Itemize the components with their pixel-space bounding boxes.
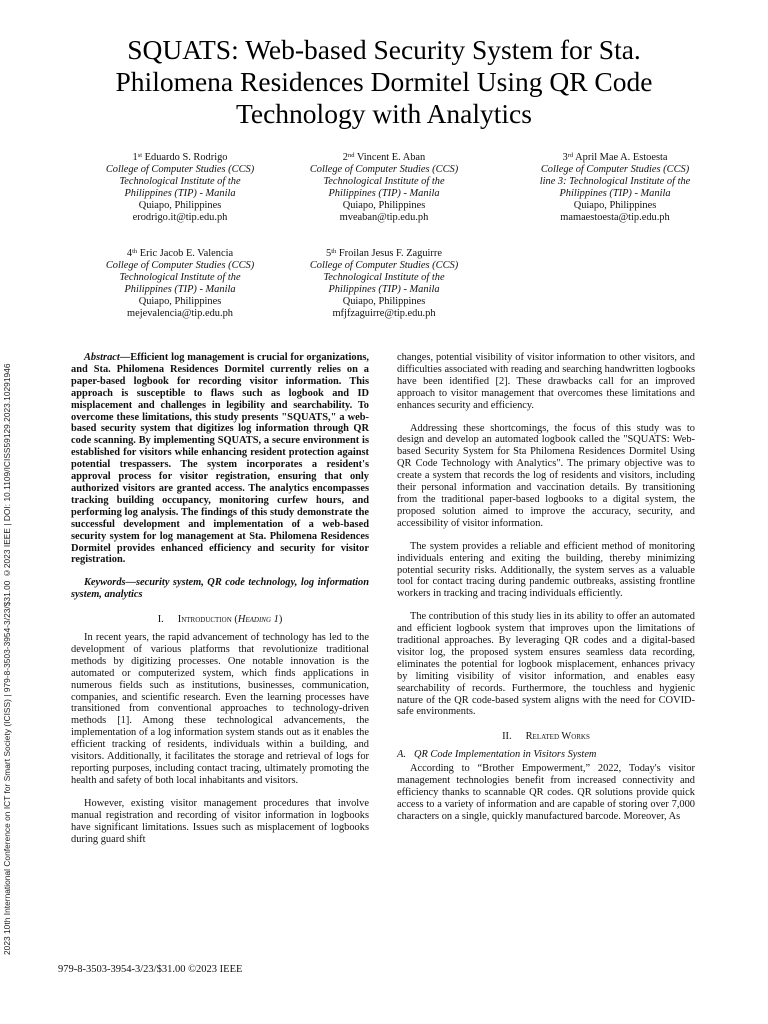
- author-location: Quiapo, Philippines: [342, 200, 426, 211]
- author-affiliation: College of Computer Studies (CCS): [309, 164, 459, 175]
- author-affiliation: College of Computer Studies (CCS): [105, 260, 255, 271]
- subsection-heading: A. QR Code Implementation in Visitors System: [397, 749, 597, 761]
- author-block: [497, 152, 733, 224]
- body-paragraph: The system provides a reliable and efficient method of monitoring individuals entering and exiting the building, thereby minimizing potential security risks. Additionally, the system serves as a valuable tool for contact tracing during pandemic outbreaks, assisting frontline workers in tracking and tracing individuals efficiently.: [397, 540, 695, 600]
- author-affiliation: line 3: Technological Institute of the: [539, 176, 691, 187]
- author-name-line: 2nd Vincent E. Aban: [342, 152, 426, 163]
- author-name: April Mae A. Estoesta: [575, 152, 668, 163]
- right-column: [397, 352, 695, 823]
- author-name-line: 4th Eric Jacob E. Valencia: [126, 248, 234, 259]
- author-affiliation: Technological Institute of the: [119, 176, 241, 187]
- author-location: Quiapo, Philippines: [138, 200, 222, 211]
- author-affiliation: Philippines (TIP) - Manila: [559, 188, 671, 199]
- author-affiliation: Technological Institute of the: [323, 272, 445, 283]
- body-paragraph-continuation: changes, potential visibility of visitor information to other visitors, and difficulties associated with reading and searching handwritten logbooks have been identified [2]. These drawbacks call for an improved approach to visitor management that overcomes these limitations and enhances security and efficiency.: [397, 352, 695, 411]
- author-block: [62, 248, 298, 320]
- section-heading-related-works: II. Related Works: [502, 731, 590, 743]
- body-paragraph: According to “Brother Empowerment,” 2022, Today's visitor management technologies benefit from increased connectivity and efficiency thanks to scannable QR codes. QR solutions provide quick access to a variety of information and are capable of storing over 7,000 characters on a single, quickly manufactured barcode. Moreover, As: [397, 763, 695, 822]
- author-name: Eric Jacob E. Valencia: [139, 248, 234, 259]
- body-paragraph: In recent years, the rapid advancement of technology has led to the development of various platforms that revolutionize traditional methods by digitizing processes. One notable innovation is the automated or computerized system, which finds applications in numerous fields such as institutions, businesses, communication, companies, and scientific research. Even the learning processes have transitioned from conventional approaches to technology-driven methods [1]. Among these technological advancements, the implementation of a log information system stands out as it enables the efficient tracking of residents, individuals within a building, and visitors. Additionally, it facilitates the storage and retrieval of logs for reporting purposes, including contact tracing, ultimately promoting the health and safety of both local inhabitants and visitors.: [71, 632, 369, 786]
- abstract-label: Abstract: [84, 352, 120, 363]
- body-paragraph: Addressing these shortcomings, the focus of this study was to design and develop an automated logbook called the "SQUATS: Web-based Security System for Sta Philomena Residences Dormitel Using QR Code Technology with Analytics". The primary objective was to create a system that records the log of residents and visitors, including their personal information and vaccination details. By transitioning from the traditional paper-based logbooks to a digital system, the proposed solution aimed to improve the accuracy, security, and accessibility of visitor information.: [397, 422, 695, 529]
- author-location: Quiapo, Philippines: [573, 200, 657, 211]
- author-affiliation: Technological Institute of the: [323, 176, 445, 187]
- body-paragraph: The contribution of this study lies in its ability to offer an automated and efficient logbook system that improves upon the limitations of traditional approaches. By leveraging QR codes and a digital-based visitor log, the proposed system ensures seamless data recording, eliminates the potential for logbook misplacement, enhances privacy by limiting visibility of visitor information, and enables easy searchability of records. Furthermore, the touchless and hygienic nature of the QR code-based system aligns with the need for COVID-safe environments.: [397, 611, 695, 718]
- author-affiliation: Philippines (TIP) - Manila: [124, 284, 236, 295]
- author-email: mejevalencia@tip.edu.ph: [127, 308, 233, 319]
- author-name: Froilan Jesus F. Zaguirre: [338, 248, 442, 259]
- author-affiliation: Philippines (TIP) - Manila: [328, 284, 440, 295]
- author-location: Quiapo, Philippines: [342, 296, 426, 307]
- author-affiliation: College of Computer Studies (CCS): [309, 260, 459, 271]
- author-affiliation: College of Computer Studies (CCS): [540, 164, 690, 175]
- keywords-paragraph: Keywords—security system, QR code technology, log information system, analytics: [71, 577, 369, 601]
- author-block: [62, 152, 298, 224]
- author-name-line: 5th Froilan Jesus F. Zaguirre: [326, 248, 442, 259]
- left-column: [71, 352, 369, 845]
- author-name-line: 1st Eduardo S. Rodrigo: [132, 152, 228, 163]
- author-email: mveaban@tip.edu.ph: [339, 212, 429, 223]
- paper-title: SQUATS: Web-based Security System for Sta. Philomena Residences Dormitel Using QR Code Technology with Analytics: [115, 34, 653, 129]
- author-email: erodrigo.it@tip.edu.ph: [132, 212, 228, 223]
- author-affiliation: College of Computer Studies (CCS): [105, 164, 255, 175]
- author-affiliation: Philippines (TIP) - Manila: [328, 188, 440, 199]
- abstract-paragraph: Abstract—Efficient log management is crucial for organizations, and Sta. Philomena Residences Dormitel currently relies on a paper-based logbook for recording visitor information. This approach is susceptible to flaws such as logbook and ID misplacement and challenges in legibility and searchability. To overcome these limitations, this study presents "SQUATS," a web-based security system that digitizes log information through QR code scanning. By implementing SQUATS, a secure environment is established for visitors while enhancing resident protection against potential trespassers. The system incorporates a resident's approval process for visitor registration, ensuring that only authorized visitors are granted access. The analytics encompasses tracking building occupancy, monitoring curfew hours, and performing log analysis. The findings of this study demonstrate the successful development and implementation of a web-based security system for log management at Sta. Philomena Residences Dormitel provides enhanced efficiency and security for visitor registration.: [71, 352, 369, 566]
- author-name-line: 3rd April Mae A. Estoesta: [562, 152, 668, 163]
- author-affiliation: Technological Institute of the: [119, 272, 241, 283]
- body-paragraph: However, existing visitor management procedures that involve manual registration and recording of visitor information in logbooks have significant limitations. Issues such as misplacement of logbooks during guard shift: [71, 797, 369, 845]
- author-block: [266, 248, 502, 320]
- section-heading-introduction: I. Introduction (Heading 1): [157, 614, 283, 626]
- author-email: mamaestoesta@tip.edu.ph: [560, 212, 670, 223]
- conference-side-stamp: 2023 10th International Conference on ICT for Smart Society (ICISS) | 979-8-3503-3954-3/23/$31.00 ©2023 IEEE | DOI: 10.1109/ICISS59129.2023.10291946: [2, 363, 12, 955]
- author-block: [266, 152, 502, 224]
- copyright-footer: 979-8-3503-3954-3/23/$31.00 ©2023 IEEE: [58, 964, 243, 975]
- author-name: Vincent E. Aban: [356, 152, 426, 163]
- abstract-text: Efficient log management is crucial for organizations, and Sta. Philomena Residences Dormitel currently relies on a paper-based logbook for recording visitor information. This approach is susceptible to flaws such as logbook and ID misplacement and challenges in legibility and searchability. To overcome these limitations, this study presents "SQUATS," a web-based security system that digitizes log information through QR code scanning. By implementing SQUATS, a secure environment is established for visitors while enhancing resident protection against potential trespassers. The system incorporates a resident's approval process for visitor registration, ensuring that only authorized visitors are granted access. The analytics encompasses tracking building occupancy, monitoring curfew hours, and performing log analysis. The findings of this study demonstrate the successful development and implementation of a web-based security system for log management at Sta. Philomena Residences Dormitel provides enhanced efficiency and security for visitor registration.: [71, 352, 369, 566]
- author-email: mfjfzaguirre@tip.edu.ph: [332, 308, 436, 319]
- author-affiliation: Philippines (TIP) - Manila: [124, 188, 236, 199]
- author-name: Eduardo S. Rodrigo: [144, 152, 228, 163]
- author-location: Quiapo, Philippines: [138, 296, 222, 307]
